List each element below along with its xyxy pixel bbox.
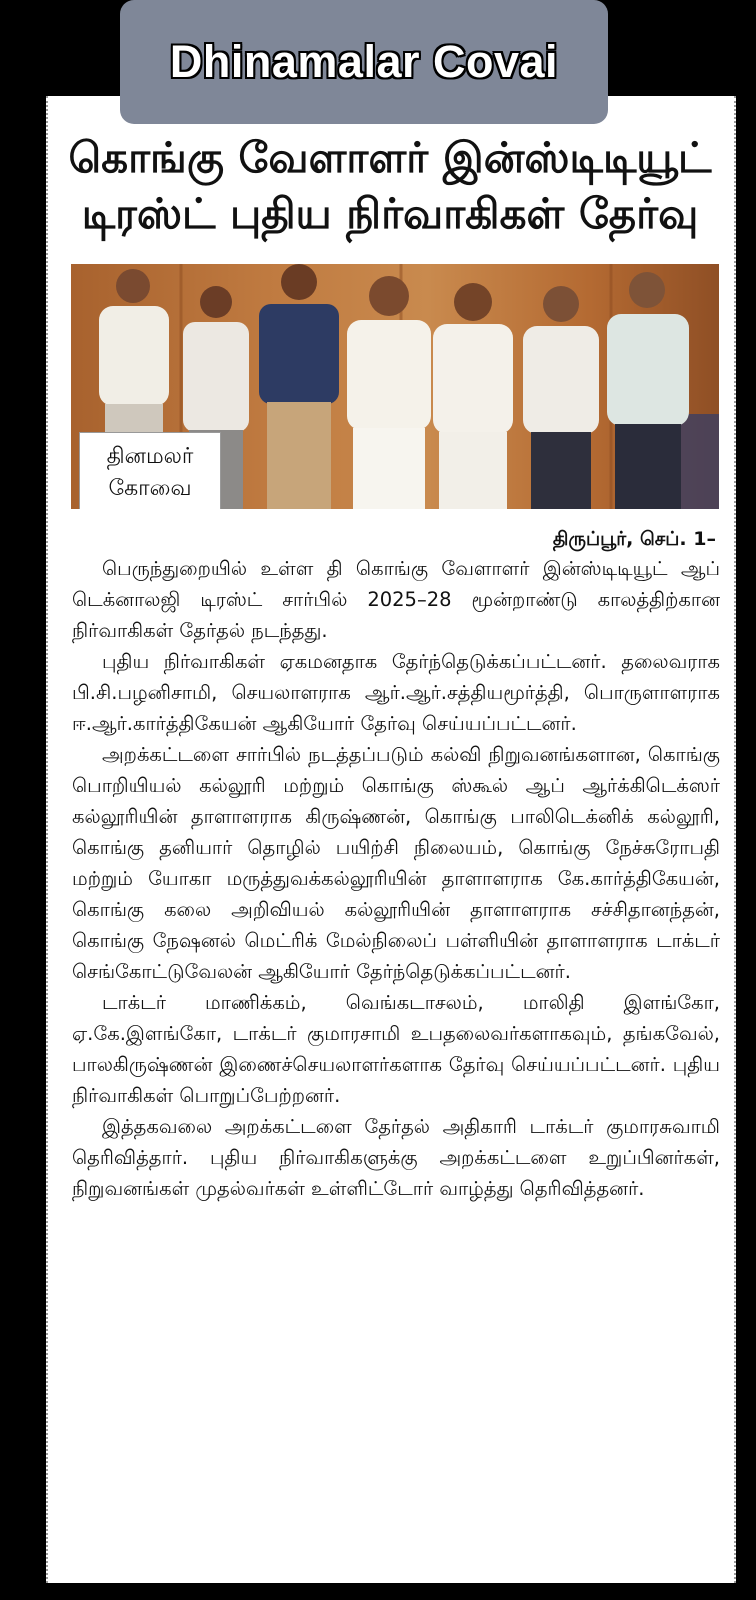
group-photo — [71, 264, 719, 509]
photo-label-line-2: கோவை — [108, 476, 192, 501]
dateline: திருப்பூர், செப். 1– — [552, 528, 716, 550]
headline-line-2: டிரஸ்ட் புதிய நிர்வாகிகள் தேர்வு — [81, 189, 699, 238]
source-banner — [120, 0, 608, 124]
headline-line-1: கொங்கு வேளாளர் இன்ஸ்டிடியூட் — [68, 133, 712, 182]
source-title: Dhinamalar Covai — [169, 36, 559, 87]
article-headline — [60, 130, 720, 242]
article-body — [72, 553, 720, 1204]
clipping-left-border — [46, 96, 48, 1583]
article-paragraph: இத்தகவலை அறக்கட்டளை தேர்தல் அதிகாரி டாக்டர் குமாரசுவாமி தெரிவித்தார். புதிய நிர்வாகிகளுக்கு அறக்கட்டளை உறுப்பினர்கள், நிறுவனங்கள் முதல்வர்கள் உள்ளிட்டோர் வாழ்த்து தெரிவித்தனர். — [72, 1115, 720, 1200]
photo-label-line-1: தினமலர் — [106, 444, 194, 469]
article-paragraph: புதிய நிர்வாகிகள் ஏகமனதாக தேர்ந்தெடுக்கப்பட்டனர். தலைவராக பி.சி.பழனிசாமி, செயலாளராக ஆர்.ஆர்.சத்தியமூர்த்தி, பொருளாளராக ஈ.ஆர்.கார்த்திகேயன் ஆகியோர் தேர்வு செய்யப்பட்டனர். — [72, 650, 720, 735]
clipping-right-border — [734, 96, 736, 1583]
article-paragraph: அறக்கட்டளை சார்பில் நடத்தப்படும் கல்வி நிறுவனங்களான, கொங்கு பொறியியல் கல்லூரி மற்றும் கொங்கு ஸ்கூல் ஆப் ஆர்க்கிடெக்ஸர் கல்லூரியின் தாளாளராக கிருஷ்ணன், கொங்கு பாலிடெக்னிக் கல்லூரி, கொங்கு தனியார் தொழில் பயிற்சி நிலையம், கொங்கு நேச்சுரோபதி மற்றும் யோகா மருத்துவக்கல்லூரியின் தாளாளராக கே.கார்த்திகேயன், கொங்கு கலை அறிவியல் கல்லூரியின் தாளாளராக சச்சிதானந்தன், கொங்கு நேஷனல் மெட்ரிக் மேல்நிலைப் பள்ளியின் தாளாளராக டாக்டர் செங்கோட்டுவேலன் ஆகியோர் தேர்ந்தெடுக்கப்பட்டனர். — [72, 743, 720, 983]
photo-watermark-label — [79, 432, 221, 509]
article-paragraph: பெருந்துறையில் உள்ள தி கொங்கு வேளாளர் இன்ஸ்டிடியூட் ஆப் டெக்னாலஜி டிரஸ்ட் சார்பில் 2025–28 மூன்றாண்டு காலத்திற்கான நிர்வாகிகள் தேர்தல் நடந்தது. — [72, 557, 720, 642]
bottom-bar — [0, 1583, 756, 1600]
article-paragraph: டாக்டர் மாணிக்கம், வெங்கடாசலம், மாலிதி இளங்கோ, ஏ.கே.இளங்கோ, டாக்டர் குமாரசாமி உபதலைவர்களாகவும், தங்கவேல், பாலகிருஷ்ணன் இணைச்செயலாளர்களாக தேர்வு செய்யப்பட்டனர். புதிய நிர்வாகிகள் பொறுப்பேற்றனர். — [72, 991, 720, 1107]
